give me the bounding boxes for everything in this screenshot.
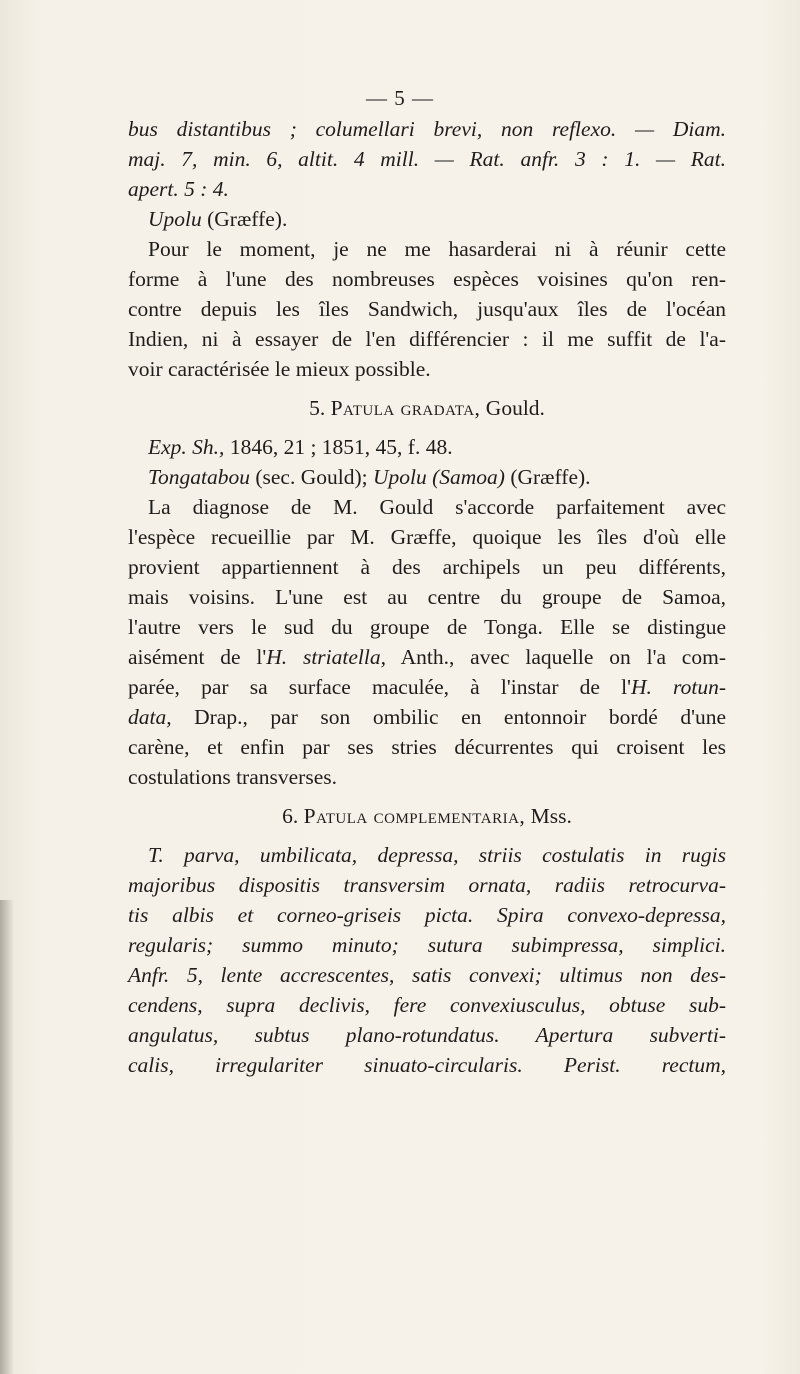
text-fragment: Drap., par son ombilic en entonnoir bordé d'une bbox=[194, 705, 727, 729]
species-ref-rotundata: H. rotun- bbox=[630, 675, 726, 699]
paragraph-line: voir caractérisée le mieux possible. bbox=[128, 357, 431, 381]
diagnosis-line: Anfr. 5, lente accrescentes, satis convexi; ultimus non des- bbox=[128, 963, 726, 987]
paragraph-line: carène, et enfin par ses stries décurrentes qui croisent les bbox=[128, 735, 726, 759]
reference-details: 1846, 21 ; 1851, 45, f. 48. bbox=[229, 435, 453, 459]
locality-upolu: Upolu bbox=[372, 465, 427, 489]
reference-title: Exp. Sh., bbox=[148, 435, 225, 459]
section-6-author: Mss. bbox=[530, 804, 572, 828]
intro-line-1: bus distantibus ; columellari brevi, non reflexo. — Diam. bbox=[128, 117, 726, 141]
section-6-number: 6. bbox=[282, 804, 299, 828]
section-5-reference bbox=[128, 432, 726, 462]
diagnosis-line: cendens, supra declivis, fere convexiusculus, obtuse sub- bbox=[128, 993, 726, 1017]
section-5-author: Gould. bbox=[485, 396, 545, 420]
paragraph-line bbox=[128, 672, 726, 702]
paragraph-line: l'autre vers le sud du groupe de Tonga. Elle se distingue bbox=[128, 615, 726, 639]
intro-line-2: maj. 7, min. 6, altit. 4 mill. — Rat. anfr. 3 : 1. — Rat. bbox=[128, 147, 726, 171]
paragraph-line: costulations transverses. bbox=[128, 765, 337, 789]
diagnosis-line: T. parva, umbilicata, depressa, striis costulatis in rugis bbox=[148, 843, 726, 867]
species-ref-striatella: H. striatella, bbox=[266, 645, 386, 669]
locality-line bbox=[128, 204, 726, 234]
page-edge-shadow bbox=[0, 900, 14, 1374]
paragraph-line: provient appartiennent à des archipels un peu différents, bbox=[128, 555, 726, 579]
text-fragment: parée, par sa surface maculée, à l'instar de l' bbox=[128, 675, 631, 699]
locality-collector-2: (Græffe). bbox=[510, 465, 591, 489]
locality-samoa: (Samoa) bbox=[432, 465, 505, 489]
paragraph-line: La diagnose de M. Gould s'accorde parfaitement avec bbox=[148, 495, 726, 519]
body-text bbox=[128, 114, 726, 1080]
page-number: — 5 — bbox=[366, 86, 434, 110]
intro-line-3: apert. 5 : 4. bbox=[128, 177, 229, 201]
paragraph-line: contre depuis les îles Sandwich, jusqu'aux îles de l'océan bbox=[128, 297, 726, 321]
species-ref-rotundata-end: data, bbox=[128, 705, 172, 729]
paragraph-line bbox=[128, 642, 726, 672]
section-6-species: Patula complementaria, bbox=[303, 804, 526, 828]
diagnosis-line: calis, irregulariter sinuato-circularis. Perist. rectum, bbox=[128, 1053, 726, 1077]
locality-source: (sec. Gould); bbox=[255, 465, 368, 489]
section-5-heading bbox=[128, 393, 726, 423]
section-6-heading bbox=[128, 801, 726, 831]
locality-name: Upolu bbox=[148, 207, 202, 231]
locality-collector: (Græffe). bbox=[207, 207, 288, 231]
section-5-localities bbox=[128, 462, 726, 492]
diagnosis-line: angulatus, subtus plano-rotundatus. Apertura subverti- bbox=[128, 1023, 726, 1047]
paragraph-line: Indien, ni à essayer de l'en différencier : il me suffit de l'a- bbox=[128, 327, 726, 351]
paragraph-line: Pour le moment, je ne me hasarderai ni à réunir cette bbox=[148, 237, 726, 261]
diagnosis-line: regularis; summo minuto; sutura subimpressa, simplici. bbox=[128, 933, 726, 957]
paragraph-line: forme à l'une des nombreuses espèces voisines qu'on ren- bbox=[128, 267, 726, 291]
paragraph-line bbox=[128, 702, 726, 732]
paragraph-line: mais voisins. L'une est au centre du groupe de Samoa, bbox=[128, 585, 726, 609]
section-5-number: 5. bbox=[309, 396, 326, 420]
text-fragment: aisément de l' bbox=[128, 645, 267, 669]
locality-tongatabou: Tongatabou bbox=[148, 465, 250, 489]
paragraph-line: l'espèce recueillie par M. Græffe, quoique les îles d'où elle bbox=[128, 525, 726, 549]
section-5-species: Patula gradata, bbox=[330, 396, 481, 420]
diagnosis-line: majoribus dispositis transversim ornata, radiis retrocurva- bbox=[128, 873, 726, 897]
diagnosis-line: tis albis et corneo-griseis picta. Spira convexo-depressa, bbox=[128, 903, 726, 927]
text-fragment: Anth., avec laquelle on l'a com- bbox=[400, 645, 726, 669]
